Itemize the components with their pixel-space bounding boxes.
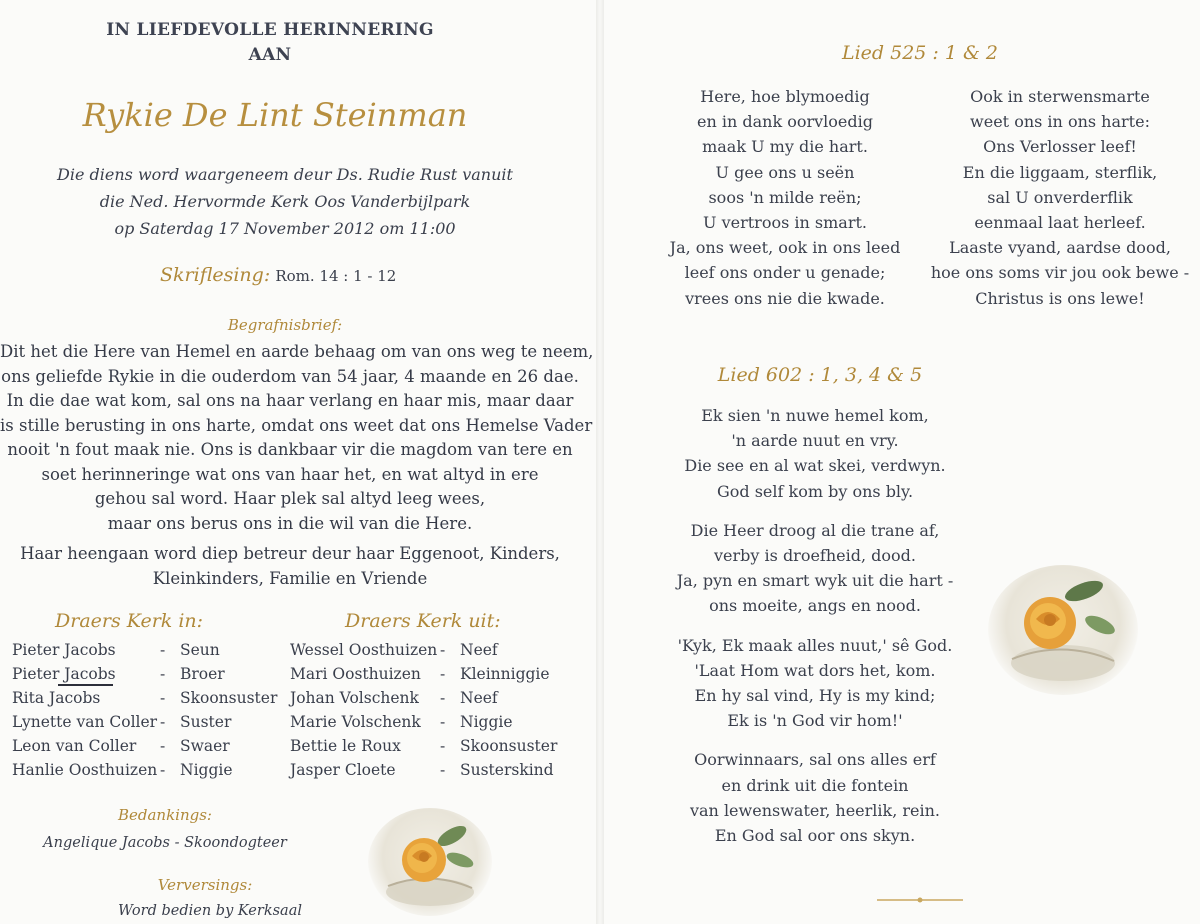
scripture-reading [160,264,396,289]
bearer-name: Leon van Coller [12,737,137,755]
poem-line: Ek sien 'n nuwe hemel kom, [701,406,929,425]
thanks-text: Angelique Jacobs - Skoondogteer [43,835,287,851]
letter-line: ons geliefde Rykie in die ouderdom van 54 jaar, 4 maande en 26 dae. [1,366,579,386]
bearer-row [290,662,557,686]
rose-illustration [988,565,1138,695]
deceased-name: Rykie De Lint Steinman [82,96,468,134]
bearer-dash: - [160,665,166,683]
bearer-dash: - [160,761,166,779]
scripture-label: Skriflesing: [160,264,271,286]
bearer-dash: - [160,641,166,659]
memorial-heading: IN LIEFDEVOLLE HERINNERING [106,20,434,40]
poem-line: Ja, ons weet, ook in ons leed [669,238,901,258]
poem-line: God self kom by ons bly. [716,481,914,501]
poem-line: Ja, pyn en smart wyk uit die hart - [676,571,954,591]
bearer-dash: - [440,713,446,731]
poem-line: En die liggaam, sterflik, [962,162,1158,182]
bearer-dash: - [160,737,166,755]
funeral-letter [0,340,594,536]
bearer-relation: Neef [460,689,498,707]
ornamental-divider [875,896,965,904]
funeral-letter-title: Begrafnisbrief: [227,316,343,334]
hymn2-stanza [660,518,970,619]
bearer-relation: Swaer [180,737,230,755]
letter-line: maar ons berus ons in die wil van die Here. [107,513,473,533]
bearer-relation: Suster [180,713,232,731]
memorial-heading-aan: AAN [248,45,292,65]
bearer-dash: - [440,761,446,779]
rose-image [368,808,492,916]
refreshments-title: Verversings: [157,876,253,894]
letter-line: In die dae wat kom, sal ons na haar verlang en haar mis, maar daar [6,391,574,410]
bearer-row [290,758,557,782]
hymn2-verses [660,403,970,862]
letter-line: Dit het die Here van Hemel en aarde behaag om van ons weg te neem, [0,342,594,361]
rose-illustration [368,808,492,916]
bearers-out-list [290,638,557,782]
poem-line: Laaste vyand, aardse dood, [949,238,1171,258]
poem-line: weet ons in ons harte: [970,112,1150,132]
poem-line: Christus is ons lewe! [975,288,1145,308]
bearer-row [12,734,277,758]
poem-line: U gee ons u seën [715,162,855,182]
bearer-dash: - [440,737,446,755]
bearer-dash: - [160,713,166,731]
bearer-relation: Skoonsuster [180,689,278,707]
refreshments-text: Word bedien by Kerksaal [118,903,302,919]
poem-line: Ook in sterwensmarte [970,87,1150,106]
letter-line: soet herinneringe wat ons van haar het, en wat altyd in ere [41,464,539,484]
poem-line: leef ons onder u genade; [684,263,886,283]
hymn2-stanza [660,747,970,848]
hymn1-verse2 [925,84,1195,311]
poem-line: Oorwinnaars, sal ons alles erf [694,750,936,770]
poem-line: van lewenswater, heerlik, rein. [689,800,941,820]
poem-line: En hy sal vind, Hy is my kind; [694,686,936,706]
bearers-in-title: Draers Kerk in: [55,610,204,632]
bearer-row [12,638,277,662]
service-line: die Ned. Hervormde Kerk Oos Vanderbijlpark [99,192,471,211]
bearers-in-list [12,638,277,782]
poem-line: en drink uit die fontein [721,775,909,795]
service-line: Die diens word waargeneem deur Ds. Rudie Rust vanuit [57,165,513,184]
poem-line: eenmaal laat herleef. [974,213,1146,233]
bearer-name: Jasper Cloete [290,761,396,779]
poem-line: ons moeite, angs en nood. [709,596,921,616]
page-fold [596,0,604,924]
bearer-name: Lynette van Coller [12,713,158,731]
bearer-row [12,758,277,782]
poem-line: sal U onverderflik [987,187,1133,207]
mourned-by [0,542,580,591]
bearer-dash: - [440,665,446,683]
bearer-row [290,686,557,710]
bearer-name: Marie Volschenk [290,713,421,731]
poem-line: vrees ons nie die kwade. [685,288,885,308]
bearer-name: Rita Jacobs [12,689,101,707]
bearer-row [12,686,277,710]
hymn1-verse1 [660,84,910,311]
bearer-row [12,710,277,734]
poem-line: U vertroos in smart. [703,213,867,233]
poem-line: hoe ons soms vir jou ook bewe - [930,263,1190,283]
scripture-reference: Rom. 14 : 1 - 12 [275,267,397,285]
thanks-title: Bedankings: [117,806,212,824]
poem-line: Die see en al wat skei, verdwyn. [684,456,946,476]
letter-line: gehou sal word. Haar plek sal altyd leeg wees, [94,489,486,508]
bearer-name: Pieter Jacobs [12,665,116,683]
poem-line: 'Laat Hom wat dors het, kom. [694,660,936,680]
bearer-name: Johan Volschenk [290,689,419,707]
service-line: op Saterdag 17 November 2012 om 11:00 [114,219,456,238]
poem-line: en in dank oorvloedig [696,112,873,132]
poem-line: soos 'n milde reën; [708,187,862,207]
bearer-dash: - [440,641,446,659]
bearer-name: Mari Oosthuizen [290,665,421,683]
poem-line: 'n aarde nuut en vry. [731,431,899,451]
bearer-name: Bettie le Roux [290,737,401,755]
mourned-line: Kleinkinders, Familie en Vriende [152,568,428,588]
bearer-relation: Skoonsuster [460,737,558,755]
bearer-row [290,638,557,662]
bearer-row [290,734,557,758]
bearer-name: Hanlie Oosthuizen [12,761,158,779]
letter-line: is stille berusting in ons harte, omdat ons weet dat ons Hemelse Vader [0,415,593,435]
hymn1-title: Lied 525 : 1 & 2 [841,42,999,64]
rose-image [988,565,1138,695]
letter-line: nooit 'n fout maak nie. Ons is dankbaar vir die magdom van tere en [7,440,573,459]
bearer-relation: Seun [180,641,220,659]
hymn2-stanza [660,403,970,504]
poem-line: verby is droefheid, dood. [714,546,916,566]
bearer-row [290,710,557,734]
hymn2-stanza [660,633,970,734]
bearer-row [12,662,277,686]
hymn2-title: Lied 602 : 1, 3, 4 & 5 [717,364,923,386]
poem-line: Ek is 'n God vir hom!' [727,711,903,731]
bearer-relation: Kleinniggie [460,665,550,683]
bearer-relation: Niggie [180,761,233,779]
poem-line: Die Heer droog al die trane af, [690,520,940,540]
bearer-dash: - [160,689,166,707]
bearers-out-title: Draers Kerk uit: [345,610,501,632]
bearer-relation: Broer [180,665,225,683]
bearer-dash: - [440,689,446,707]
poem-line: En God sal oor ons skyn. [714,826,916,846]
mourned-line: Haar heengaan word diep betreur deur haar Eggenoot, Kinders, [20,544,560,563]
poem-line: 'Kyk, Ek maak alles nuut,' sê God. [677,635,953,655]
bearer-relation: Neef [460,641,498,659]
bearer-relation: Susterskind [460,761,554,779]
handwritten-underline [58,684,113,686]
poem-line: maak U my die hart. [702,137,868,157]
bearer-name: Wessel Oosthuizen [290,641,438,659]
bearer-name: Pieter Jacobs [12,641,116,659]
poem-line: Here, hoe blymoedig [700,87,870,106]
poem-line: Ons Verlosser leef! [983,137,1137,157]
bearer-relation: Niggie [460,713,513,731]
